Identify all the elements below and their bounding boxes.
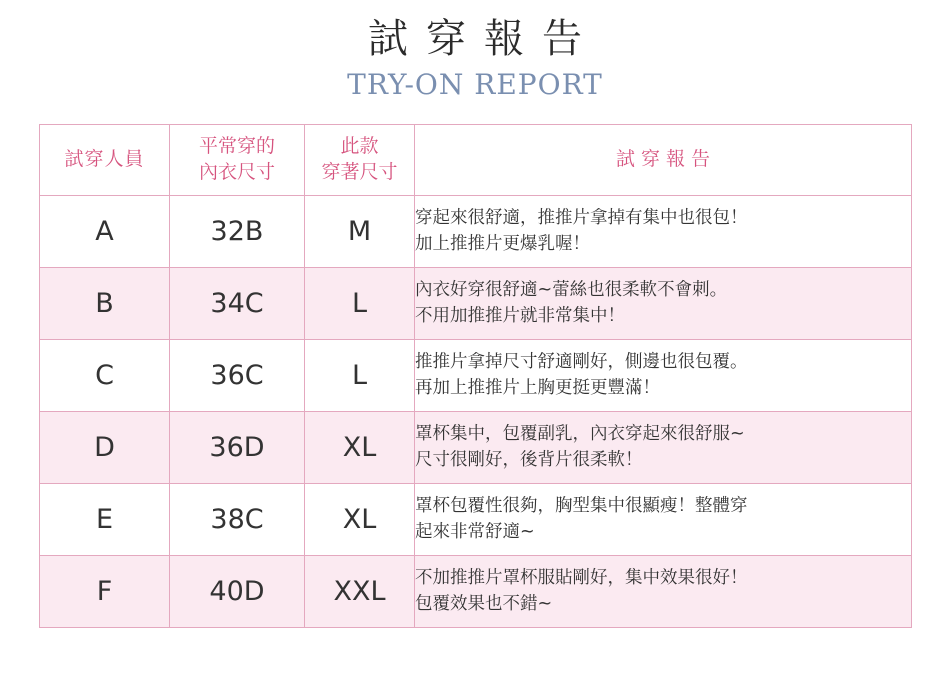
cell-report	[415, 483, 912, 555]
report-line: 罩杯包覆性很夠，胸型集中很顯瘦！整體穿	[415, 495, 748, 516]
report-table-wrapper	[39, 124, 911, 628]
cell-this-size: L	[305, 267, 415, 339]
cell-usual-size: 34C	[170, 267, 305, 339]
report-line: 內衣好穿很舒適~蕾絲也很柔軟不會刺。	[415, 279, 728, 300]
cell-this-size: XL	[305, 411, 415, 483]
report-line: 不加推推片罩杯服貼剛好，集中效果很好！	[415, 567, 748, 588]
cell-report	[415, 195, 912, 267]
cell-report	[415, 267, 912, 339]
cell-person: B	[40, 267, 170, 339]
table-row	[40, 411, 912, 483]
report-line: 起來非常舒適~	[415, 522, 535, 543]
cell-person: A	[40, 195, 170, 267]
report-line: 穿起來很舒適，推推片拿掉有集中也很包！	[415, 207, 748, 228]
column-header-usual-size: 平常穿的 內衣尺寸	[170, 124, 305, 195]
report-line: 再加上推推片上胸更挺更豐滿！	[415, 378, 660, 399]
column-header-this-size: 此款 穿著尺寸	[305, 124, 415, 195]
cell-person: C	[40, 339, 170, 411]
cell-usual-size: 32B	[170, 195, 305, 267]
cell-this-size: XXL	[305, 555, 415, 627]
table-row	[40, 195, 912, 267]
report-line: 不用加推推片就非常集中！	[415, 306, 625, 327]
report-line: 加上推推片更爆乳喔！	[415, 234, 590, 255]
table-row	[40, 339, 912, 411]
cell-this-size: M	[305, 195, 415, 267]
table-header	[40, 124, 912, 195]
cell-report	[415, 555, 912, 627]
cell-usual-size: 36C	[170, 339, 305, 411]
table-row	[40, 555, 912, 627]
column-header-person: 試穿人員	[40, 124, 170, 195]
cell-person: F	[40, 555, 170, 627]
cell-this-size: L	[305, 339, 415, 411]
cell-report	[415, 339, 912, 411]
table-row	[40, 483, 912, 555]
report-line: 罩杯集中，包覆副乳，內衣穿起來很舒服~	[415, 423, 745, 444]
cell-person: D	[40, 411, 170, 483]
report-line: 推推片拿掉尺寸舒適剛好，側邊也很包覆。	[415, 351, 748, 372]
report-line: 包覆效果也不錯~	[415, 594, 553, 615]
report-line: 尺寸很剛好，後背片很柔軟！	[415, 450, 643, 471]
cell-this-size: XL	[305, 483, 415, 555]
try-on-report-table	[39, 124, 912, 628]
cell-usual-size: 40D	[170, 555, 305, 627]
table-row	[40, 267, 912, 339]
table-header-row	[40, 124, 912, 195]
table-body	[40, 195, 912, 627]
cell-usual-size: 38C	[170, 483, 305, 555]
cell-usual-size: 36D	[170, 411, 305, 483]
page-title-chinese: 試穿報告	[368, 16, 600, 62]
cell-person: E	[40, 483, 170, 555]
cell-report	[415, 411, 912, 483]
page-title-english: TRY-ON REPORT	[347, 68, 603, 101]
column-header-report: 試穿報告	[415, 124, 912, 195]
page-header	[0, 0, 950, 102]
